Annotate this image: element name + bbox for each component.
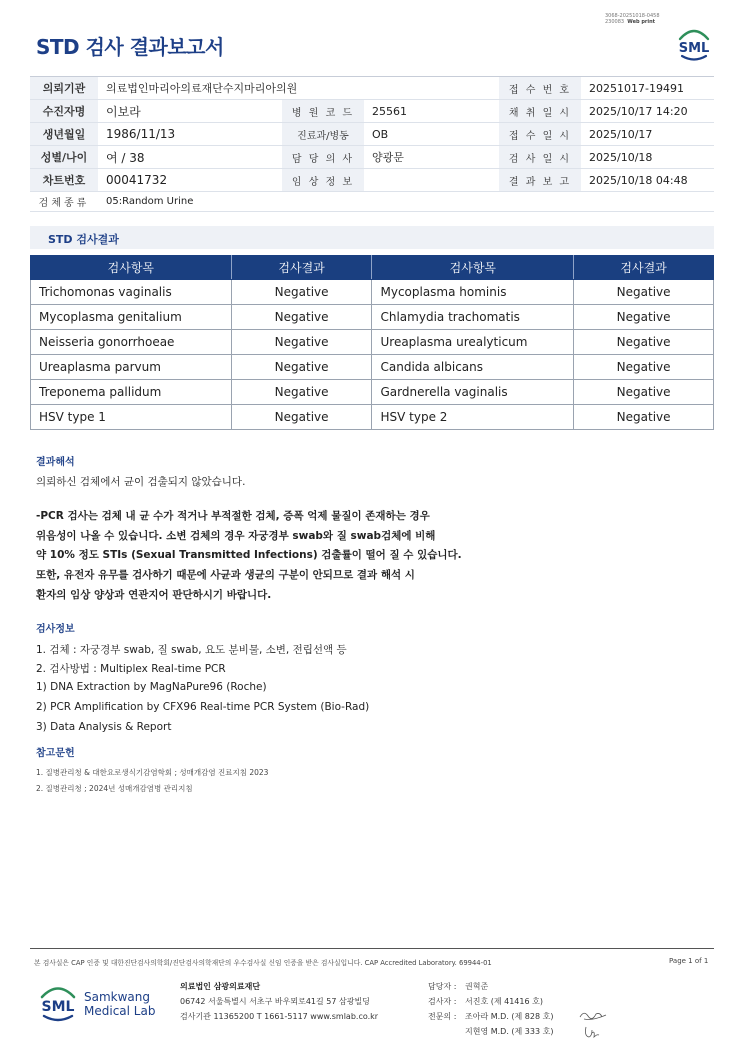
staff-name: 지현영 M.D. (제 333 호) xyxy=(465,1027,554,1036)
test-item: Chlamydia trachomatis xyxy=(372,305,574,330)
staff-role: 검사자 : xyxy=(428,997,457,1006)
interpretation-note: 또한, 유전자 유무를 검사하기 때문에 사균과 생균의 구분이 안되므로 결과 해석 시 xyxy=(36,569,415,581)
brand-name-line2: Medical Lab xyxy=(84,1004,156,1018)
test-result: Negative xyxy=(574,280,714,305)
label-requesting-org: 의뢰기관 xyxy=(30,77,98,100)
table-row xyxy=(31,280,714,305)
table-row xyxy=(31,405,714,430)
value-sex-age: 여 / 38 xyxy=(98,146,282,169)
reference-item: 1. 질병관리청 & 대한요로생식기감염학회 ; 성매개감염 진료지침 2023 xyxy=(36,768,269,777)
interpretation-note: 환자의 임상 양상과 연관지어 판단하시기 바랍니다. xyxy=(36,589,272,601)
info-row xyxy=(30,77,714,100)
table-row xyxy=(31,305,714,330)
label-collection-date: 채 취 일 시 xyxy=(499,100,581,123)
foundation-contact: 검사기관 11365200 T 1661-5117 www.smlab.co.kr xyxy=(180,1012,379,1021)
test-item: Ureaplasma parvum xyxy=(31,355,232,380)
value-received-date: 2025/10/17 xyxy=(581,123,714,146)
test-info-line: 1) DNA Extraction by MagNaPure96 (Roche) xyxy=(36,681,267,693)
label-hospital-code: 병 원 코 드 xyxy=(282,100,364,123)
test-item: HSV type 2 xyxy=(372,405,574,430)
staff-name: 권혁준 xyxy=(465,982,489,991)
value-collection-date: 2025/10/17 14:20 xyxy=(581,100,714,123)
label-chart-no: 차트번호 xyxy=(30,169,98,192)
value-report-date: 2025/10/18 04:48 xyxy=(581,169,714,192)
test-result: Negative xyxy=(574,405,714,430)
web-print-tag: Web print xyxy=(627,19,656,25)
value-hospital-code: 25561 xyxy=(364,100,499,123)
reference-item: 2. 질병관리청 ; 2024년 성매개감염병 관리지침 xyxy=(36,784,193,793)
table-row xyxy=(31,355,714,380)
value-requesting-org: 의료법인마리아의료재단수지마리아의원 xyxy=(98,77,499,100)
sml-logo-icon xyxy=(674,25,714,65)
staff-name: 조아라 M.D. (제 828 호) xyxy=(465,1012,554,1021)
test-info-title: 검사정보 xyxy=(36,624,75,635)
value-specimen-type: 05:Random Urine xyxy=(98,192,714,212)
value-department: OB xyxy=(364,123,499,146)
info-row xyxy=(30,123,714,146)
test-item: Candida albicans xyxy=(372,355,574,380)
label-accession-no: 접 수 번 호 xyxy=(499,77,581,100)
header-test-item: 검사항목 xyxy=(372,256,574,280)
value-accession-no: 20251017-19491 xyxy=(581,77,714,100)
test-info-line: 1. 검체 : 자궁경부 swab, 질 swab, 요도 분비물, 소변, 전립선액 등 xyxy=(36,644,347,656)
footer-logo-text: SML xyxy=(41,999,75,1015)
label-report-date: 결 과 보 고 xyxy=(499,169,581,192)
test-item: Mycoplasma genitalium xyxy=(31,305,232,330)
staff-line xyxy=(428,996,543,1007)
interpretation-summary: 의뢰하신 검체에서 균이 검출되지 않았습니다. xyxy=(36,476,246,488)
test-result: Negative xyxy=(574,330,714,355)
results-section-header xyxy=(30,226,714,249)
test-result: Negative xyxy=(231,355,372,380)
header-test-result: 검사결과 xyxy=(574,256,714,280)
staff-line xyxy=(428,1026,553,1037)
test-item: Neisseria gonorrhoeae xyxy=(31,330,232,355)
info-row xyxy=(30,146,714,169)
value-doctor: 양광문 xyxy=(364,146,499,169)
results-table xyxy=(30,255,714,430)
table-row xyxy=(31,330,714,355)
patient-info-table xyxy=(30,76,714,212)
results-section-title: STD 검사결과 xyxy=(48,233,119,246)
staff-name: 서진호 (제 41416 호) xyxy=(465,997,543,1006)
info-row xyxy=(30,192,714,212)
test-info-line: 2. 검사방법 : Multiplex Real-time PCR xyxy=(36,663,226,675)
page-title: STD 검사 결과보고서 xyxy=(36,35,224,59)
footer-divider xyxy=(30,948,714,949)
label-test-date: 검 사 일 시 xyxy=(499,146,581,169)
label-patient-name: 수진자명 xyxy=(30,100,98,123)
staff-line xyxy=(428,1011,553,1022)
label-doctor: 담 당 의 사 xyxy=(282,146,364,169)
interpretation-note: -PCR 검사는 검체 내 균 수가 적거나 부적절한 검체, 증폭 억제 물질이 존재하는 경우 xyxy=(36,510,430,522)
references-title: 참고문헌 xyxy=(36,748,75,759)
foundation-address: 06742 서울특별시 서초구 바우뫼로41길 57 삼광빌딩 xyxy=(180,997,370,1006)
test-item: Trichomonas vaginalis xyxy=(31,280,232,305)
test-item: HSV type 1 xyxy=(31,405,232,430)
value-birth-date: 1986/11/13 xyxy=(98,123,282,146)
label-department: 진료과/병동 xyxy=(282,123,364,146)
label-birth-date: 생년월일 xyxy=(30,123,98,146)
test-item: Ureaplasma urealyticum xyxy=(372,330,574,355)
value-test-date: 2025/10/18 xyxy=(581,146,714,169)
signature-2-icon xyxy=(582,1024,602,1040)
table-row xyxy=(31,380,714,405)
test-result: Negative xyxy=(574,380,714,405)
test-info-line: 3) Data Analysis & Report xyxy=(36,721,172,733)
brand-name xyxy=(84,990,155,1018)
accreditation-note: 본 검사실은 CAP 인증 및 대한진단검사의학회/진단검사의학재단의 우수검사실 신임 인증을 받은 검사실입니다. CAP Accredited Laboratory. 69944-01 xyxy=(34,959,492,967)
label-received-date: 접 수 일 시 xyxy=(499,123,581,146)
test-result: Negative xyxy=(231,330,372,355)
staff-role: 전문의 : xyxy=(428,1012,457,1021)
interpretation-title: 결과해석 xyxy=(36,457,75,468)
foundation-name: 의료법인 삼광의료재단 xyxy=(180,982,261,991)
logo-text: SML xyxy=(678,41,710,56)
document-code xyxy=(605,13,660,25)
signature-1-icon xyxy=(578,1008,610,1024)
label-sex-age: 성별/나이 xyxy=(30,146,98,169)
staff-line xyxy=(428,981,488,992)
test-result: Negative xyxy=(574,305,714,330)
header-test-item: 검사항목 xyxy=(31,256,232,280)
brand-name-line1: Samkwang xyxy=(84,990,150,1004)
test-result: Negative xyxy=(231,405,372,430)
test-result: Negative xyxy=(231,280,372,305)
header-test-result: 검사결과 xyxy=(231,256,372,280)
sml-footer-logo-icon xyxy=(36,982,80,1026)
test-item: Gardnerella vaginalis xyxy=(372,380,574,405)
test-info-line: 2) PCR Amplification by CFX96 Real-time PCR System (Bio-Rad) xyxy=(36,701,370,713)
document-code-line2: 230083 xyxy=(605,19,625,25)
staff-role: 담당자 : xyxy=(428,982,457,991)
test-result: Negative xyxy=(231,380,372,405)
interpretation-note: 약 10% 정도 STIs (Sexual Transmitted Infections) 검출률이 떨어 질 수 있습니다. xyxy=(36,549,462,561)
test-result: Negative xyxy=(231,305,372,330)
test-item: Mycoplasma hominis xyxy=(372,280,574,305)
results-header-row xyxy=(31,256,714,280)
info-row xyxy=(30,100,714,123)
test-result: Negative xyxy=(574,355,714,380)
test-item: Treponema pallidum xyxy=(31,380,232,405)
interpretation-note: 위음성이 나올 수 있습니다. 소변 검체의 경우 자궁경부 swab와 질 swab검체에 비해 xyxy=(36,530,436,542)
document-code-line1: 3068-20251018-0458 xyxy=(605,13,660,19)
label-clinical-info: 임 상 정 보 xyxy=(282,169,364,192)
page-number: Page 1 of 1 xyxy=(669,957,709,965)
value-clinical-info xyxy=(364,169,499,192)
value-patient-name: 이보라 xyxy=(98,100,282,123)
info-row xyxy=(30,169,714,192)
value-chart-no: 00041732 xyxy=(98,169,282,192)
label-specimen-type: 검체종류 xyxy=(30,192,98,212)
